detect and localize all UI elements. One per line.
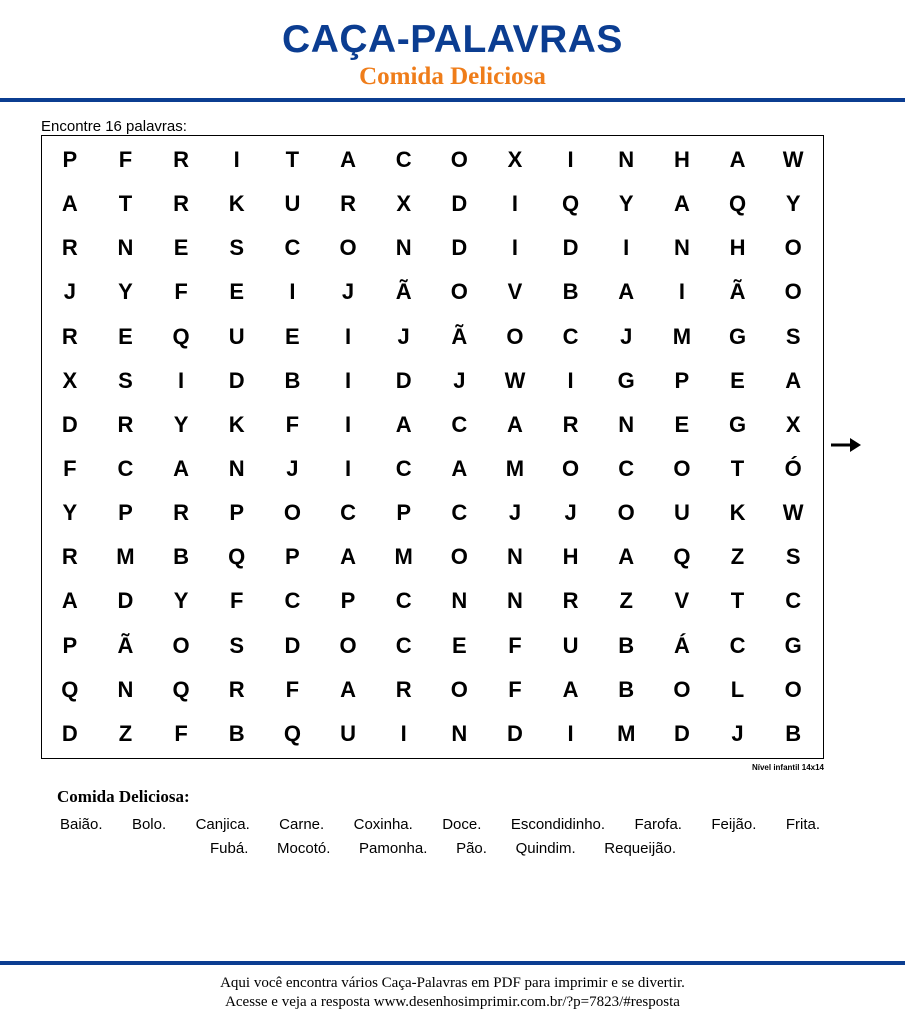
word-list-item: Canjica.: [195, 816, 250, 833]
word-list-item: Carne.: [279, 816, 325, 833]
page-subtitle: Comida Deliciosa: [359, 63, 546, 90]
grid-cell[interactable]: C: [451, 411, 468, 437]
grid-cell[interactable]: A: [61, 191, 78, 217]
grid-cell[interactable]: M: [672, 323, 692, 349]
grid-cell[interactable]: Q: [61, 676, 79, 702]
grid-cell[interactable]: O: [283, 500, 301, 526]
grid-cell[interactable]: F: [508, 632, 522, 658]
grid-cell[interactable]: R: [395, 676, 412, 702]
grid-cell[interactable]: G: [728, 323, 747, 349]
grid-cell[interactable]: B: [228, 720, 245, 746]
grid-cell[interactable]: C: [395, 147, 412, 173]
grid-cell[interactable]: Q: [562, 191, 580, 217]
grid-cell[interactable]: S: [229, 632, 245, 658]
grid-cell[interactable]: N: [117, 676, 134, 702]
grid-cell[interactable]: I: [511, 235, 519, 261]
grid-cell[interactable]: S: [229, 235, 245, 261]
grid-cell[interactable]: H: [562, 544, 579, 570]
grid-cell[interactable]: C: [117, 456, 134, 482]
footer-link-text[interactable]: Acesse e veja a resposta www.desenhosimprimir.com.br/?p=7823/#resposta: [225, 994, 680, 1010]
word-list-item: Doce.: [442, 816, 482, 833]
grid-cell[interactable]: B: [618, 632, 635, 658]
grid-cell[interactable]: N: [117, 235, 134, 261]
grid-cell[interactable]: P: [674, 367, 690, 393]
instruction-text: Encontre 16 palavras:: [41, 118, 187, 135]
grid-cell[interactable]: I: [400, 720, 407, 746]
word-list-title: Comida Deliciosa:: [57, 787, 190, 806]
grid-cell[interactable]: I: [567, 367, 574, 393]
grid-cell[interactable]: T: [285, 147, 300, 173]
grid-cell[interactable]: W: [782, 500, 804, 526]
grid-cell[interactable]: D: [673, 720, 690, 746]
grid-cell[interactable]: R: [61, 544, 78, 570]
grid-cell[interactable]: J: [397, 323, 410, 349]
grid-cell[interactable]: O: [506, 323, 524, 349]
grid-cell[interactable]: I: [289, 279, 296, 305]
grid-cell[interactable]: N: [507, 588, 523, 614]
grid-cell[interactable]: O: [784, 279, 802, 305]
grid-cell[interactable]: O: [784, 235, 802, 261]
grid-cell[interactable]: R: [340, 191, 356, 217]
grid-cell[interactable]: O: [339, 235, 357, 261]
grid-cell[interactable]: U: [562, 632, 579, 658]
grid-cell[interactable]: I: [344, 367, 352, 393]
word-list-item: Farofa.: [634, 816, 682, 833]
grid-cell[interactable]: J: [564, 500, 577, 526]
grid-cell[interactable]: O: [617, 500, 635, 526]
grid-cell[interactable]: D: [507, 720, 523, 746]
grid-cell[interactable]: F: [508, 676, 522, 702]
word-list-item: Feijão.: [711, 816, 757, 833]
grid-cell[interactable]: U: [284, 191, 301, 217]
grid-cell[interactable]: D: [117, 588, 134, 614]
footer-text: Aqui você encontra vários Caça-Palavras em PDF para imprimir e se divertir.: [220, 975, 685, 991]
grid-cell[interactable]: R: [562, 411, 579, 437]
grid-cell[interactable]: M: [394, 544, 413, 570]
grid-cell[interactable]: A: [451, 456, 468, 482]
grid-cell[interactable]: H: [729, 235, 746, 261]
grid-cell[interactable]: C: [785, 588, 802, 614]
grid-cell[interactable]: Ã: [451, 323, 468, 349]
grid-cell[interactable]: O: [450, 676, 468, 702]
grid-cell[interactable]: N: [618, 147, 635, 173]
word-list-row-2: [210, 840, 676, 857]
grid-cell[interactable]: B: [618, 676, 635, 702]
grid-cell[interactable]: E: [118, 323, 133, 349]
grid-cell[interactable]: P: [340, 588, 356, 614]
grid-cell[interactable]: F: [285, 411, 300, 437]
level-label: Nível infantil 14x14: [751, 763, 824, 772]
grid-cell[interactable]: S: [785, 544, 801, 570]
grid-cell[interactable]: J: [453, 367, 466, 393]
grid-cell[interactable]: A: [395, 411, 412, 437]
grid-cell[interactable]: P: [62, 632, 78, 658]
grid-cell[interactable]: U: [228, 323, 245, 349]
grid-cell[interactable]: D: [562, 235, 579, 261]
grid-cell[interactable]: E: [674, 411, 690, 437]
grid-cell[interactable]: T: [730, 456, 745, 482]
grid-cell[interactable]: C: [395, 456, 412, 482]
grid-cell[interactable]: J: [731, 720, 744, 746]
grid-cell[interactable]: J: [620, 323, 633, 349]
grid-cell[interactable]: Z: [730, 544, 745, 570]
grid-cell[interactable]: Y: [785, 191, 801, 217]
grid-cell[interactable]: A: [507, 411, 523, 437]
grid-cell[interactable]: Ã: [729, 279, 746, 305]
grid-cell[interactable]: J: [286, 456, 299, 482]
grid-cell[interactable]: Y: [62, 500, 78, 526]
grid-cell[interactable]: T: [118, 191, 133, 217]
grid-cell[interactable]: D: [451, 235, 468, 261]
grid-cell[interactable]: M: [617, 720, 636, 746]
grid-cell[interactable]: B: [785, 720, 802, 746]
grid-cell[interactable]: V: [507, 279, 523, 305]
grid-cell[interactable]: I: [623, 235, 630, 261]
grid-cell[interactable]: R: [117, 411, 134, 437]
grid-cell[interactable]: I: [344, 411, 352, 437]
grid-cell[interactable]: E: [730, 367, 745, 393]
grid-cell[interactable]: A: [340, 544, 356, 570]
grid-cell[interactable]: F: [174, 279, 188, 305]
grid-cell[interactable]: C: [284, 588, 301, 614]
grid-cell[interactable]: P: [118, 500, 133, 526]
grid-cell[interactable]: W: [504, 367, 526, 393]
grid-cell[interactable]: I: [567, 720, 574, 746]
grid-cell[interactable]: A: [340, 676, 356, 702]
header-divider: [0, 98, 905, 102]
grid-cell[interactable]: D: [451, 191, 468, 217]
arrow-right-icon[interactable]: [830, 436, 862, 454]
grid-cell[interactable]: K: [228, 411, 245, 437]
grid-cell[interactable]: W: [782, 147, 804, 173]
grid-cell[interactable]: X: [785, 411, 801, 437]
grid-cell[interactable]: A: [173, 456, 190, 482]
grid-cell[interactable]: D: [61, 411, 78, 437]
grid-cell[interactable]: G: [784, 632, 802, 658]
grid-cell[interactable]: Á: [673, 632, 690, 658]
grid-cell[interactable]: A: [729, 147, 746, 173]
grid-cell[interactable]: J: [341, 279, 355, 305]
grid-cell[interactable]: O: [673, 456, 691, 482]
grid-cell[interactable]: F: [63, 456, 77, 482]
grid-cell[interactable]: Z: [118, 720, 133, 746]
grid-cell[interactable]: E: [285, 323, 300, 349]
grid-cell[interactable]: N: [618, 411, 635, 437]
grid-cell[interactable]: R: [173, 191, 190, 217]
grid-cell[interactable]: R: [61, 323, 78, 349]
grid-cell[interactable]: Y: [173, 411, 189, 437]
grid-cell[interactable]: Ã: [117, 632, 134, 658]
grid-cell[interactable]: O: [450, 147, 468, 173]
word-list-item: Baião.: [60, 816, 103, 833]
grid-cell[interactable]: C: [451, 500, 468, 526]
grid-cell[interactable]: Q: [728, 191, 747, 217]
grid-cell[interactable]: N: [395, 235, 412, 261]
grid-cell[interactable]: F: [174, 720, 188, 746]
grid-cell[interactable]: B: [562, 279, 579, 305]
grid-cell[interactable]: A: [562, 676, 579, 702]
grid-cell[interactable]: U: [673, 500, 690, 526]
grid-cell[interactable]: O: [784, 676, 802, 702]
grid-cell[interactable]: A: [785, 367, 802, 393]
grid-cell[interactable]: F: [285, 676, 300, 702]
footer-divider: [0, 961, 905, 965]
grid-cell[interactable]: C: [340, 500, 356, 526]
grid-cell[interactable]: E: [173, 235, 189, 261]
grid-cell[interactable]: A: [61, 588, 78, 614]
word-list-item: Quindim.: [515, 840, 576, 857]
grid-cell[interactable]: X: [507, 147, 523, 173]
grid-cell[interactable]: N: [228, 456, 245, 482]
grid-cell[interactable]: T: [730, 588, 745, 614]
grid-cell[interactable]: O: [450, 544, 468, 570]
grid-cell[interactable]: Q: [172, 676, 190, 702]
grid-cell[interactable]: Q: [673, 544, 691, 570]
grid-cell[interactable]: A: [618, 279, 635, 305]
word-list-item: Pamonha.: [359, 840, 428, 857]
grid-cell[interactable]: F: [230, 588, 244, 614]
grid-cell[interactable]: R: [228, 676, 245, 702]
grid-cell[interactable]: A: [618, 544, 635, 570]
grid-cell[interactable]: Z: [619, 588, 633, 614]
grid-cell[interactable]: K: [729, 500, 746, 526]
grid-cell[interactable]: P: [62, 147, 78, 173]
grid-cell[interactable]: Ó: [784, 456, 802, 482]
word-search-grid: [41, 135, 824, 759]
grid-cell[interactable]: C: [618, 456, 635, 482]
grid-cell[interactable]: Ã: [395, 279, 412, 305]
grid-cell[interactable]: Q: [172, 323, 190, 349]
word-list-row-1: [60, 816, 820, 833]
grid-cell[interactable]: N: [507, 544, 523, 570]
grid-cell[interactable]: P: [396, 500, 411, 526]
grid-cell[interactable]: O: [172, 632, 190, 658]
grid-cell[interactable]: Y: [118, 279, 133, 305]
grid-cell[interactable]: D: [395, 367, 412, 393]
grid-cell[interactable]: I: [233, 147, 240, 173]
grid-cell[interactable]: C: [284, 235, 301, 261]
grid-cell[interactable]: I: [344, 323, 352, 349]
word-list-item: Mocotó.: [277, 840, 331, 857]
grid-cell[interactable]: R: [173, 500, 190, 526]
grid-cell[interactable]: D: [61, 720, 78, 746]
grid-cell[interactable]: A: [673, 191, 690, 217]
grid-cell[interactable]: E: [229, 279, 245, 305]
grid-cell[interactable]: O: [339, 632, 357, 658]
word-list-item: Bolo.: [131, 816, 167, 833]
grid-cell[interactable]: N: [451, 720, 468, 746]
grid-cell[interactable]: G: [617, 367, 635, 393]
grid-cell[interactable]: J: [508, 500, 522, 526]
grid-cell[interactable]: M: [505, 456, 525, 482]
grid-cell[interactable]: V: [674, 588, 690, 614]
grid-cell[interactable]: O: [562, 456, 580, 482]
grid-cell[interactable]: X: [62, 367, 78, 393]
grid-cell[interactable]: K: [228, 191, 245, 217]
grid-cell[interactable]: E: [451, 632, 467, 658]
grid-cell[interactable]: Y: [173, 588, 189, 614]
grid-cell[interactable]: B: [173, 544, 190, 570]
grid-cell[interactable]: I: [178, 367, 185, 393]
grid-cell[interactable]: O: [450, 279, 468, 305]
grid-cell[interactable]: S: [118, 367, 133, 393]
grid-cell[interactable]: C: [395, 588, 412, 614]
grid-cell[interactable]: U: [340, 720, 356, 746]
grid-cell[interactable]: O: [673, 676, 691, 702]
grid-cell[interactable]: M: [116, 544, 135, 570]
grid-cell[interactable]: F: [118, 147, 133, 173]
grid-cell[interactable]: N: [673, 235, 690, 261]
word-list-item: Pão.: [456, 840, 487, 857]
word-list-item: Escondidinho.: [510, 816, 606, 833]
grid-cell[interactable]: L: [730, 676, 745, 702]
grid-cell[interactable]: B: [284, 367, 301, 393]
grid-cell[interactable]: C: [395, 632, 412, 658]
grid-cell[interactable]: I: [678, 279, 685, 305]
grid-cell[interactable]: G: [728, 411, 747, 437]
grid-cell[interactable]: P: [229, 500, 245, 526]
word-list-item: Frita.: [785, 816, 820, 833]
grid-cell[interactable]: D: [284, 632, 301, 658]
grid-cell[interactable]: R: [61, 235, 78, 261]
grid-cell[interactable]: C: [729, 632, 746, 658]
grid-cell[interactable]: Q: [228, 544, 246, 570]
grid-cell[interactable]: X: [396, 191, 411, 217]
grid-cell[interactable]: Y: [618, 191, 634, 217]
grid-cell[interactable]: Q: [283, 720, 301, 746]
grid-cell[interactable]: C: [562, 323, 579, 349]
page-title: CAÇA-PALAVRAS: [282, 18, 623, 61]
grid-cell[interactable]: S: [785, 323, 801, 349]
grid-cell[interactable]: A: [340, 147, 356, 173]
word-list-item: Fubá.: [210, 840, 249, 857]
grid-cell[interactable]: P: [285, 544, 300, 570]
grid-cell[interactable]: D: [228, 367, 245, 393]
grid-cell[interactable]: I: [344, 456, 352, 482]
grid-cell[interactable]: R: [173, 147, 190, 173]
word-list-item: Requeijão.: [604, 840, 676, 857]
grid-cell[interactable]: H: [673, 147, 690, 173]
grid-cell[interactable]: J: [63, 279, 76, 305]
word-list-item: Coxinha.: [353, 816, 413, 833]
grid-cell[interactable]: R: [562, 588, 579, 614]
grid-cell[interactable]: I: [567, 147, 574, 173]
grid-cell[interactable]: N: [451, 588, 468, 614]
grid-cell[interactable]: I: [511, 191, 519, 217]
